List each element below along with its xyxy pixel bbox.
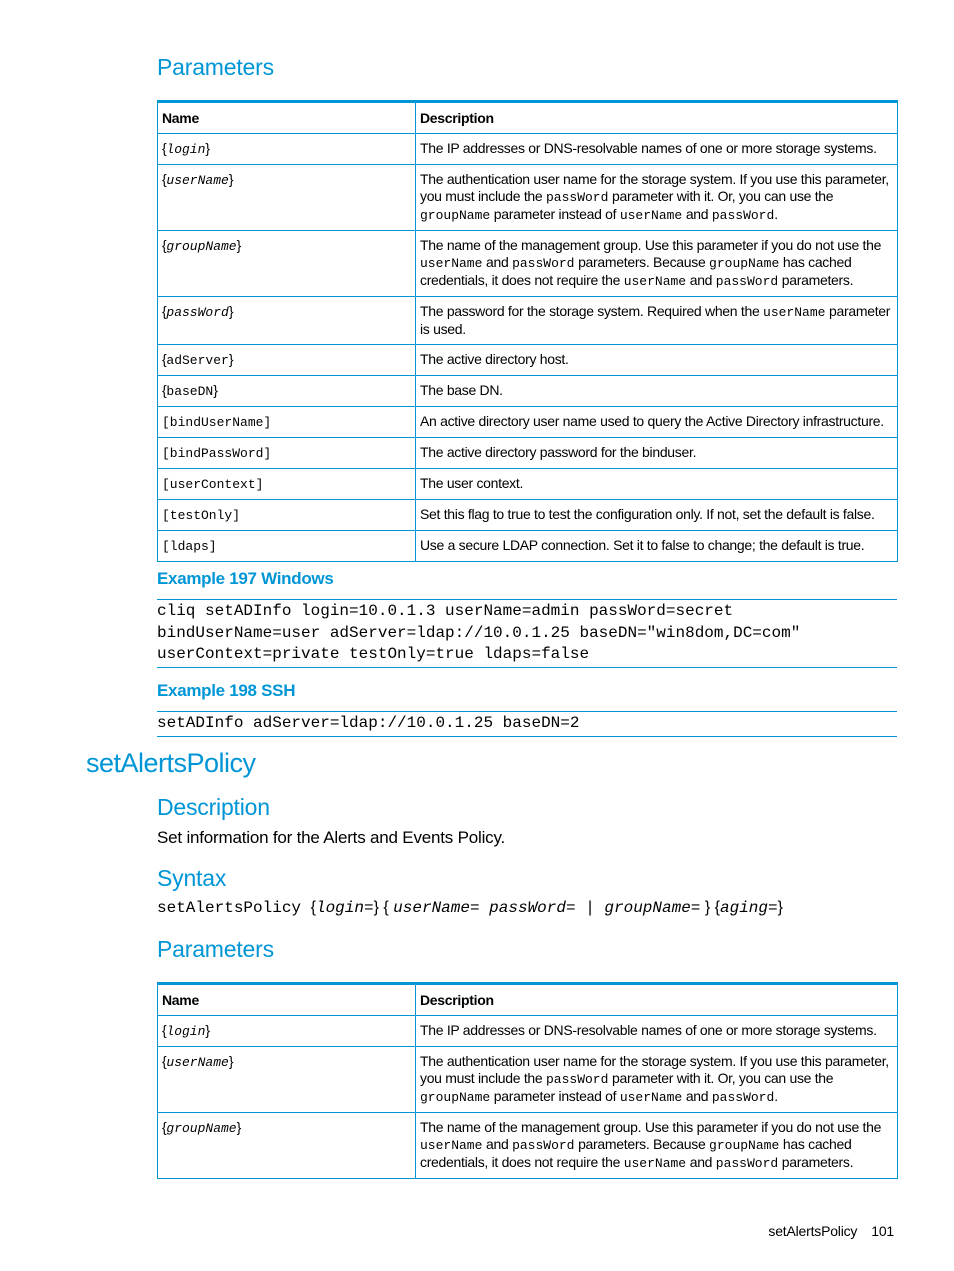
parameter-description-cell: The base DN. [416, 376, 898, 407]
inline-code: passWord [715, 1156, 779, 1171]
parameter-name-cell [158, 469, 416, 500]
description-text: Set information for the Alerts and Events Policy. [157, 828, 506, 847]
inline-code: userName [619, 1090, 683, 1105]
table-row [158, 1113, 898, 1179]
syntax-heading: Syntax [157, 865, 227, 891]
table-row [158, 376, 898, 407]
syntax-brace: } [373, 899, 379, 916]
parameter-description-cell: The IP addresses or DNS-resolvable names of one or more storage systems. [416, 1016, 898, 1047]
parameter-name-cell: {passWord} [158, 297, 416, 345]
parameter-description-cell: The IP addresses or DNS-resolvable names of one or more storage systems. [416, 134, 898, 165]
page-footer [768, 1223, 894, 1239]
command-title: setAlertsPolicy [86, 748, 256, 778]
syntax-brace: { [710, 899, 720, 916]
table-row [158, 1047, 898, 1113]
parameter-description-cell: The authentication user name for the storage system. If you use this parameter, you must include the passWord parameter with it. Or, you can use the groupName parameter instead of userName and passWord. [416, 1047, 898, 1113]
parameter-identifier: login [166, 1024, 206, 1039]
parameter-identifier: userName [166, 1055, 229, 1070]
syntax-param-aging: aging= [720, 899, 778, 917]
parameter-description-cell: The name of the management group. Use this parameter if you do not use the userName and passWord parameters. Because groupName has cached credentials, it does not require the userName and passWord parameters. [416, 231, 898, 297]
parameter-name-cell: {userName} [158, 165, 416, 231]
inline-code: groupName [709, 256, 780, 271]
table-header-row [158, 102, 898, 134]
table-row [158, 438, 898, 469]
table-row [158, 345, 898, 376]
example-198-title: Example 198 SSH [157, 681, 296, 700]
parameter-identifier: userName [166, 173, 229, 188]
parameter-identifier: [testOnly] [162, 508, 241, 523]
parameter-identifier: [bindPassWord] [162, 446, 272, 461]
inline-code: passWord [512, 256, 575, 271]
syntax-param-login: login= [315, 899, 374, 917]
parameter-description-cell: The password for the storage system. Required when the userName parameter is used. [416, 297, 898, 345]
table-row [158, 297, 898, 345]
inline-code: passWord [546, 1072, 609, 1087]
inline-code: passWord [711, 208, 775, 223]
table-row [158, 1016, 898, 1047]
example-197-code: cliq setADInfo login=10.0.1.3 userName=admin passWord=secret bindUserName=user adServer=ldap://10.0.1.25 baseDN="win8dom,DC=com" userContext=private testOnly=true ldaps=false [157, 599, 897, 668]
inline-code: userName [420, 256, 483, 271]
parameter-description-cell: The name of the management group. Use this parameter if you do not use the userName and passWord parameters. Because groupName has cached credentials, it does not require the userName and passWord parameters. [416, 1113, 898, 1179]
inline-code: userName [420, 1138, 483, 1153]
example-198-code: setADInfo adServer=ldap://10.0.1.25 baseDN=2 [157, 711, 897, 737]
table-row [158, 407, 898, 438]
parameter-name-cell [158, 500, 416, 531]
parameter-name-cell: {login} [158, 1016, 416, 1047]
parameter-description-cell: The active directory host. [416, 345, 898, 376]
parameter-identifier: baseDN [166, 384, 214, 399]
description-heading: Description [157, 794, 270, 820]
parameter-description-cell: Set this flag to true to test the configuration only. If not, set the default is false. [416, 500, 898, 531]
inline-code: userName [763, 305, 826, 320]
inline-code: userName [623, 1156, 687, 1171]
table-header-row [158, 984, 898, 1016]
parameter-description-cell: The authentication user name for the storage system. If you use this parameter, you must include the passWord parameter with it. Or, you can use the groupName parameter instead of userName and passWord. [416, 165, 898, 231]
parameter-name-cell [158, 531, 416, 562]
syntax-param-credentials: userName= passWord= | groupName= [393, 899, 701, 917]
parameter-identifier: groupName [166, 239, 237, 254]
table-row [158, 469, 898, 500]
table-row [158, 165, 898, 231]
syntax-brace: } [777, 899, 783, 916]
command-parameters-table [157, 982, 898, 1179]
column-header-name: Name [158, 984, 416, 1016]
inline-code: passWord [546, 190, 609, 205]
parameter-name-cell [158, 407, 416, 438]
parameter-identifier: [bindUserName] [162, 415, 272, 430]
parameter-identifier: [userContext] [162, 477, 264, 492]
parameters-table [157, 100, 898, 562]
inline-code: groupName [420, 1090, 491, 1105]
parameter-name-cell: {login} [158, 134, 416, 165]
parameter-identifier: [ldaps] [162, 539, 217, 554]
inline-code: passWord [715, 274, 779, 289]
table-row [158, 231, 898, 297]
parameter-description-cell: The active directory password for the binduser. [416, 438, 898, 469]
parameter-identifier: passWord [166, 305, 229, 320]
table-row [158, 134, 898, 165]
parameter-identifier: adServer [166, 353, 229, 368]
syntax-brace: { [378, 899, 394, 916]
inline-code: groupName [709, 1138, 780, 1153]
inline-code: groupName [420, 208, 491, 223]
syntax-line [157, 899, 783, 917]
syntax-brace: { [310, 899, 316, 916]
example-197-title: Example 197 Windows [157, 569, 334, 588]
parameter-name-cell: {userName} [158, 1047, 416, 1113]
syntax-command: setAlertsPolicy [157, 899, 311, 917]
parameter-identifier: login [166, 142, 206, 157]
inline-code: passWord [711, 1090, 775, 1105]
page-number: 101 [871, 1223, 894, 1239]
footer-section-name: setAlertsPolicy [768, 1223, 858, 1239]
inline-code: userName [623, 274, 687, 289]
parameter-name-cell: {adServer} [158, 345, 416, 376]
inline-code: userName [619, 208, 683, 223]
parameter-description-cell: Use a secure LDAP connection. Set it to false to change; the default is true. [416, 531, 898, 562]
column-header-name: Name [158, 102, 416, 134]
parameter-name-cell: {baseDN} [158, 376, 416, 407]
table-row [158, 500, 898, 531]
parameter-name-cell: {groupName} [158, 231, 416, 297]
parameter-name-cell: {groupName} [158, 1113, 416, 1179]
parameter-description-cell: An active directory user name used to query the Active Directory infrastructure. [416, 407, 898, 438]
parameter-name-cell [158, 438, 416, 469]
parameter-description-cell: The user context. [416, 469, 898, 500]
column-header-description: Description [416, 984, 898, 1016]
inline-code: passWord [512, 1138, 575, 1153]
syntax-brace: } [700, 899, 711, 916]
command-parameters-heading: Parameters [157, 936, 274, 962]
parameters-heading: Parameters [157, 54, 274, 80]
table-row [158, 531, 898, 562]
parameter-identifier: groupName [166, 1121, 237, 1136]
column-header-description: Description [416, 102, 898, 134]
